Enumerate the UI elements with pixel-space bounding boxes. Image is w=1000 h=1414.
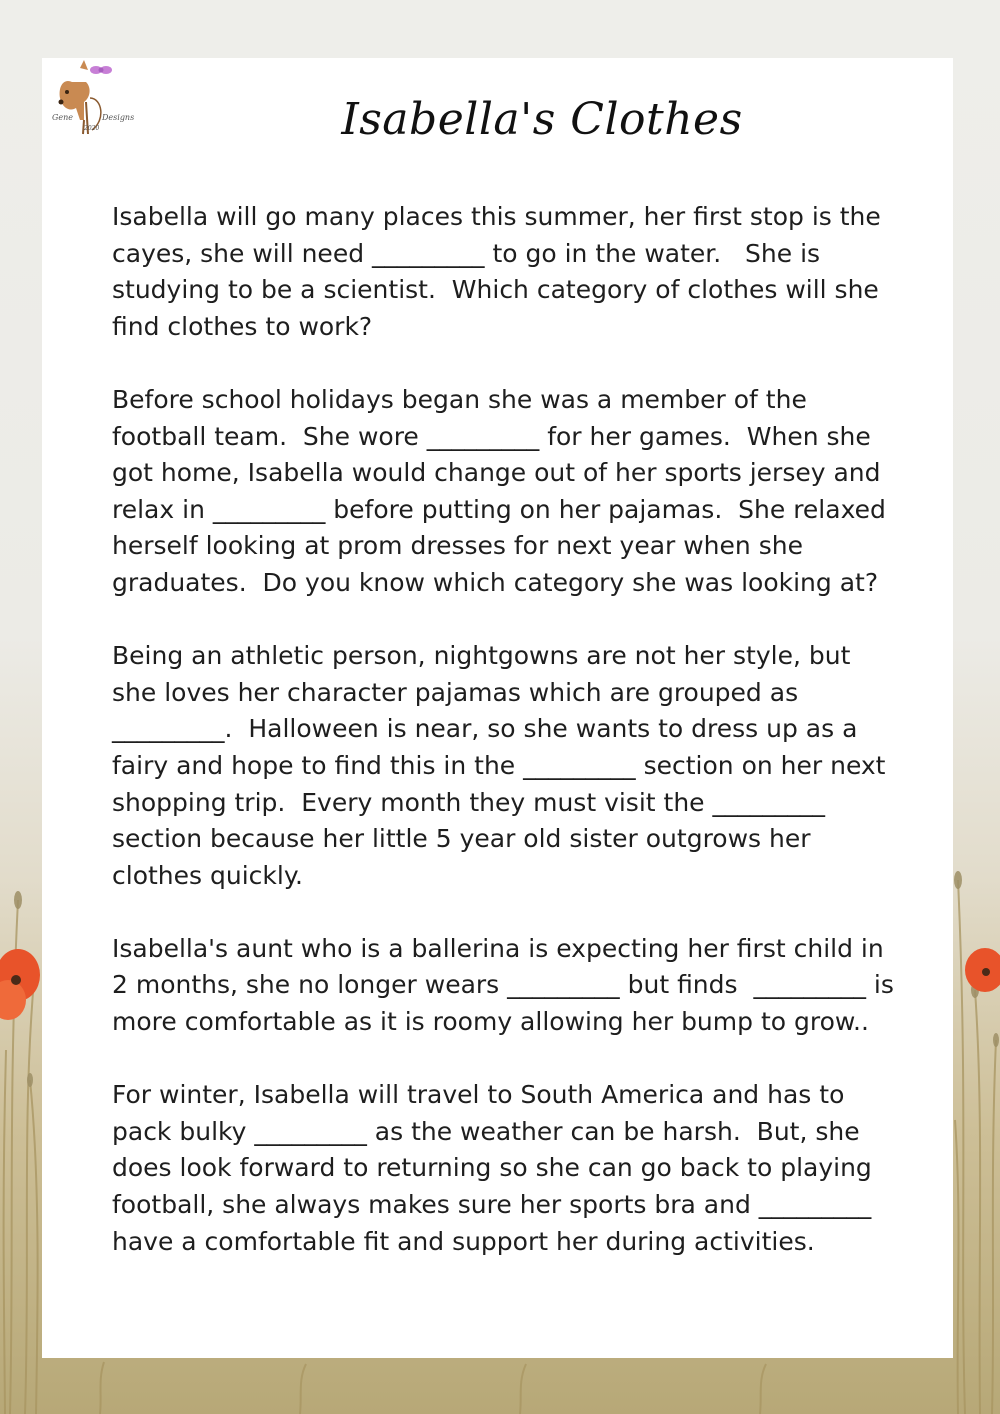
worksheet-page	[42, 58, 953, 1358]
logo-text-right: Designs	[102, 113, 135, 122]
poppy-left-icon	[0, 949, 40, 1020]
paragraph-4: Isabella's aunt who is a ballerina is expecting her first child in 2 months, she no longer wears _________ but finds _________ is more comfortable as it is roomy allowing her bump to grow..	[112, 933, 902, 1037]
worksheet-title: Isabella's Clothes	[341, 94, 743, 145]
worksheet-body	[112, 199, 902, 1297]
logo-text-top: Gene	[52, 113, 74, 122]
paragraph-1: Isabella will go many places this summer, her first stop is the cayes, she will need _________ to go in the water. She is studying to be a scientist. Which category of clothes will she find clothes to work?	[112, 202, 889, 341]
paragraph-2: Before school holidays began she was a member of the football team. She wore _________ for her games. When she got home, Isabella would change out of her sports jersey and relax in _________ before putting on her pajamas. She relaxed herself looking at prom dresses for next year when she graduates. Do you know which category she was looking at?	[112, 384, 894, 597]
paragraph-5: For winter, Isabella will travel to South America and has to pack bulky _________ as the weather can be harsh. But, she does look forward to returning so she can go back to playing football, she always makes sure her sports bra and _________ have a comfortable fit and support her during activities.	[112, 1080, 880, 1256]
paragraph-3: Being an athletic person, nightgowns are not her style, but she loves her character pajamas which are grouped as _________. Halloween is near, so she wants to dress up as a fairy and hope to find this in the _________ section on her next shopping trip. Every month they must visit the _________ section because her little 5 year old sister outgrows her clothes quickly.	[112, 641, 894, 890]
poppy-right-icon	[965, 948, 1000, 992]
gene-designs-logo	[50, 58, 142, 140]
dog-with-bow-icon	[59, 60, 113, 134]
logo-year: 2020	[84, 125, 100, 132]
